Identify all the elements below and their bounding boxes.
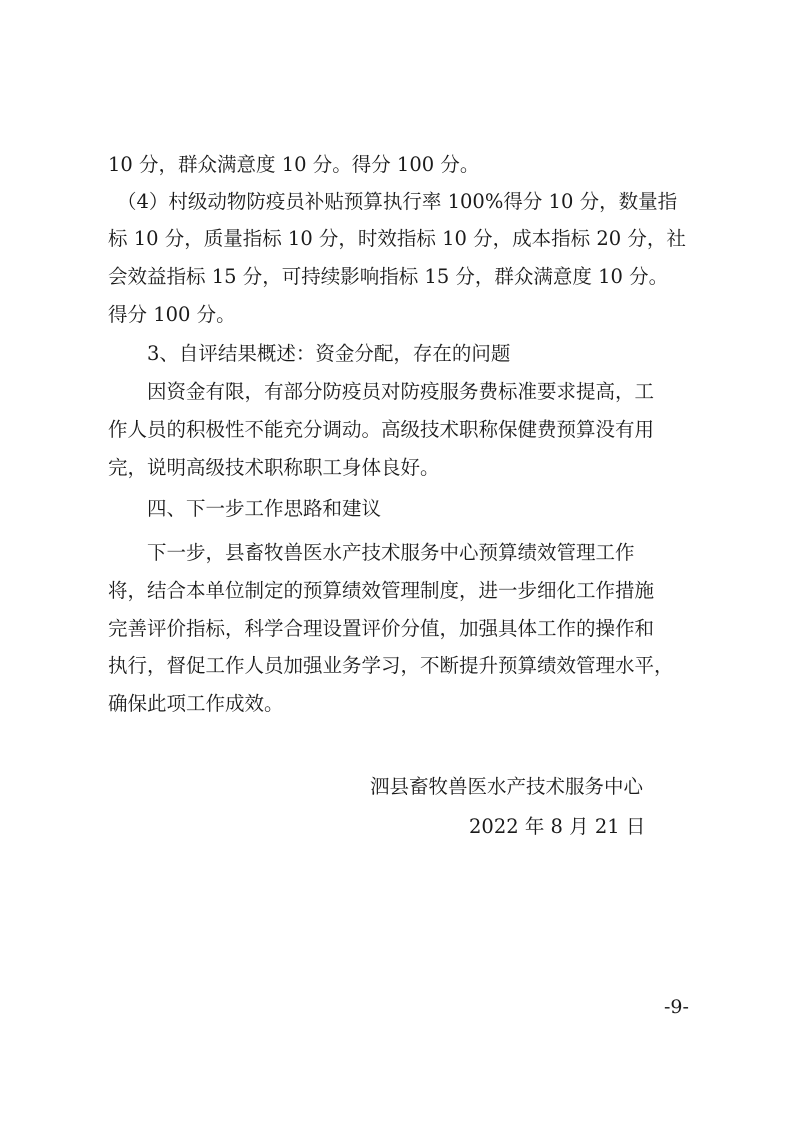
body-line: 将，结合本单位制定的预算绩效管理制度，进一步细化工作措施 [108,579,655,602]
body-line: 得分 100 分。 [108,303,236,326]
body-line: （4）村级动物防疫员补贴预算执行率 100%得分 10 分，数量指 [117,190,678,213]
body-line: 完善评价指标，科学合理设置评价分值，加强具体工作的操作和 [108,617,655,640]
body-line: 执行，督促工作人员加强业务学习，不断提升预算绩效管理水平， [108,654,674,677]
body-line: 下一步，县畜牧兽医水产技术服务中心预算绩效管理工作 [147,541,635,564]
signature-organization: 泗县畜牧兽医水产技术服务中心 [370,775,644,798]
body-line: 标 10 分，质量指标 10 分，时效指标 10 分，成本指标 20 分，社 [108,227,686,250]
signature-date: 2022 年 8 月 21 日 [469,815,646,838]
page-number: -9- [664,996,689,1018]
body-line: 10 分，群众满意度 10 分。得分 100 分。 [108,153,480,176]
section-subheading: 3、自评结果概述：资金分配，存在的问题 [147,342,511,365]
section-heading: 四、下一步工作思路和建议 [147,497,382,520]
body-line: 作人员的积极性不能充分调动。高级技术职称保健费预算没有用 [108,418,655,441]
body-line: 确保此项工作成效。 [108,692,284,715]
body-line: 会效益指标 15 分，可持续影响指标 15 分，群众满意度 10 分。 [108,265,669,288]
body-line: 因资金有限，有部分防疫员对防疫服务费标准要求提高，工 [147,380,655,403]
body-line: 完，说明高级技术职称职工身体良好。 [108,456,440,479]
